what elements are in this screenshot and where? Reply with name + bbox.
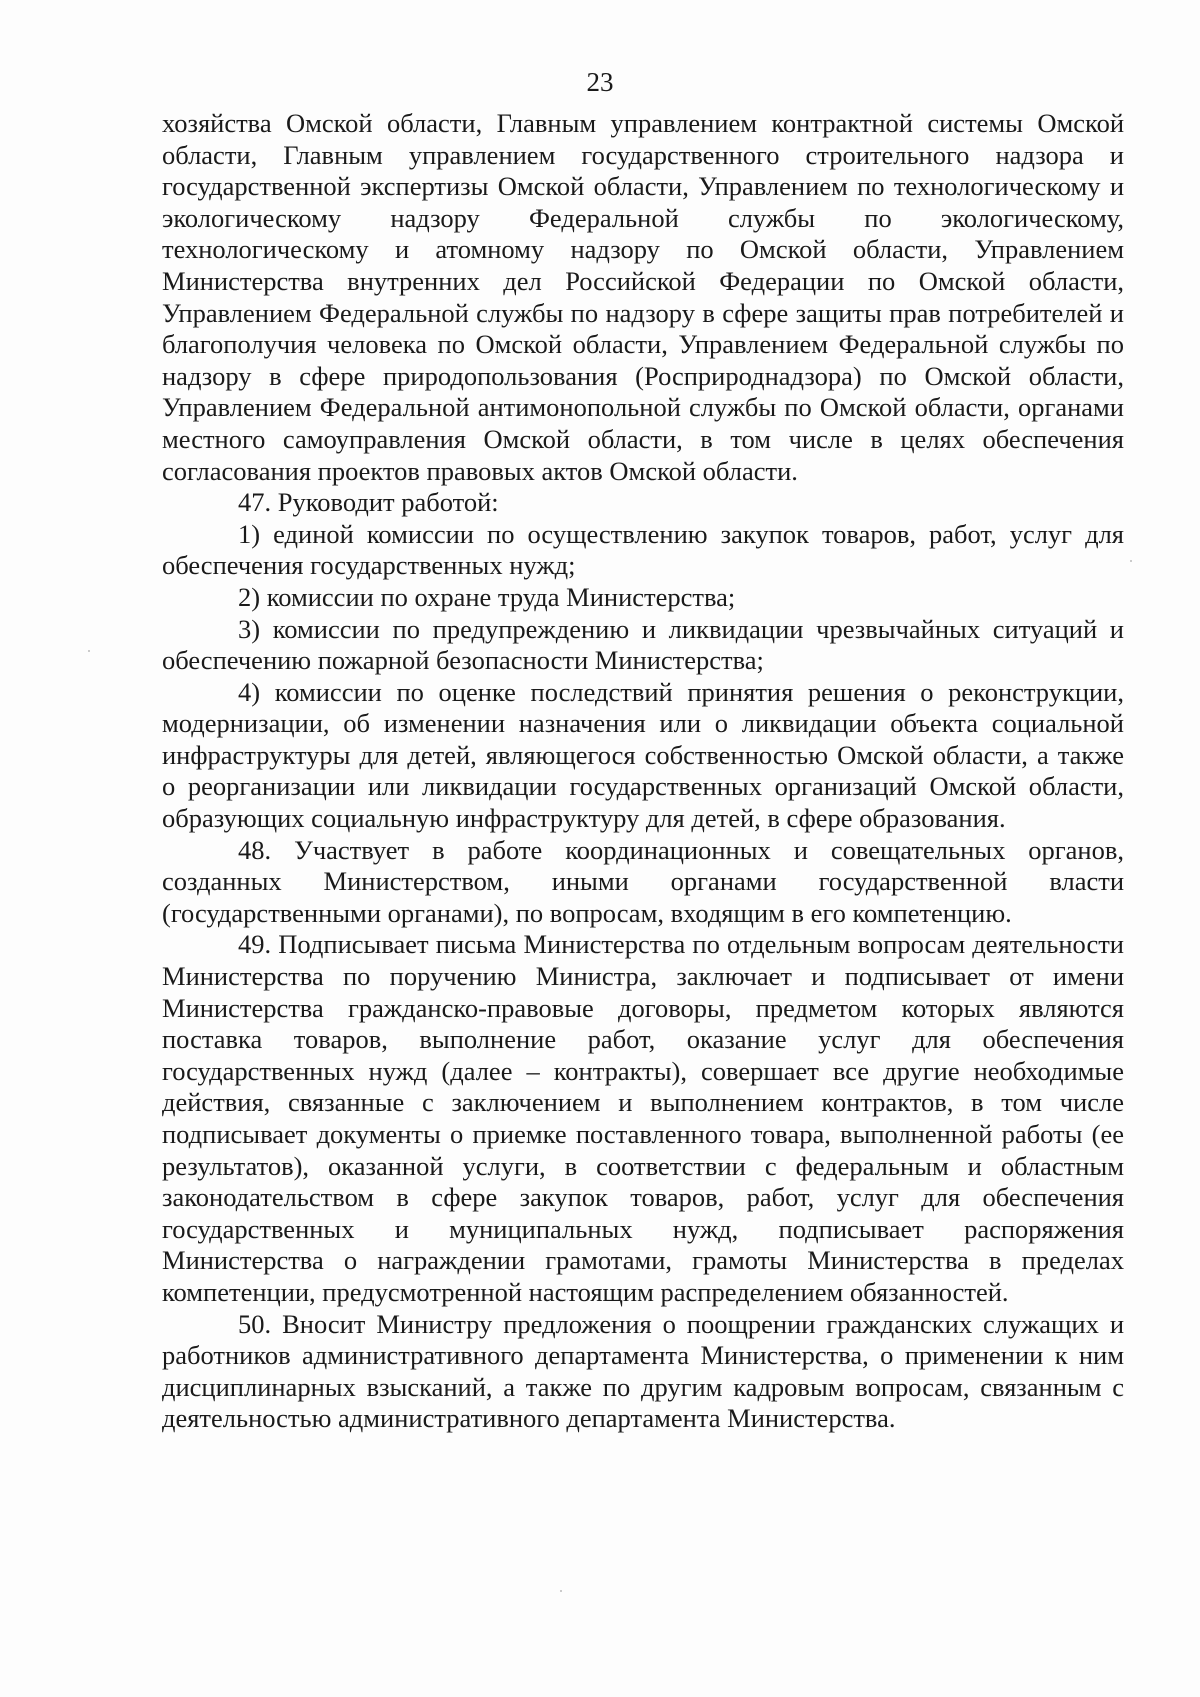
paragraph-subitem-1: 1) единой комиссии по осуществлению закупок товаров, работ, услуг для обеспечения государственных нужд; bbox=[162, 518, 1124, 581]
document-body bbox=[162, 108, 1124, 1435]
page-number: 23 bbox=[586, 67, 614, 97]
scan-speck bbox=[88, 650, 90, 652]
scan-speck bbox=[1130, 560, 1132, 562]
paragraph-subitem-3: 3) комиссии по предупреждению и ликвидации чрезвычайных ситуаций и обеспечению пожарной безопасности Министерства; bbox=[162, 613, 1124, 676]
scan-speck bbox=[560, 1590, 562, 1592]
paragraph-subitem-2: 2) комиссии по охране труда Министерства; bbox=[238, 581, 736, 612]
paragraph-item-50: 50. Вносит Министру предложения о поощрении гражданских служащих и работников административного департамента Министерства, о применении к ним дисциплинарных взысканий, а также по другим кадровым вопросам, связанным с деятельностью административного департамента Министерства. bbox=[162, 1308, 1124, 1434]
paragraph-item-49: 49. Подписывает письма Министерства по отдельным вопросам деятельности Министерства по поручению Министра, заключает и подписывает от имени Министерства гражданско-правовые договоры, предметом которых являются поставка товаров, выполнение работ, оказание услуг для обеспечения государственных нужд (далее – контракты), совершает все другие необходимые действия, связанные с заключением и выполнением контрактов, в том числе подписывает документы о приемке поставленного товара, выполненной работы (ее результатов), оказанной услуги, в соответствии с федеральным и областным законодательством в сфере закупок товаров, работ, услуг для обеспечения государственных и муниципальных нужд, подписывает распоряжения Министерства о награждении грамотами, грамоты Министерства в пределах компетенции, предусмотренной настоящим распределением обязанностей. bbox=[162, 929, 1124, 1307]
paragraph-continuation: хозяйства Омской области, Главным управлением контрактной системы Омской области, Главным управлением государственного строительного надзора и государственной экспертизы Омской области, Управлением по технологическому и экологическому надзору Федеральной службы по экологическому, технологическому и атомному надзору по Омской области, Управлением Министерства внутренних дел Российской Федерации по Омской области, Управлением Федеральной службы по надзору в сфере защиты прав потребителей и благополучия человека по Омской области, Управлением Федеральной службы по надзору в сфере природопользования (Росприроднадзора) по Омской области, Управлением Федеральной антимонопольной службы по Омской области, органами местного самоуправления Омской области, в том числе в целях обеспечения согласования проектов правовых актов Омской области. bbox=[162, 108, 1124, 486]
paragraph-subitem-4: 4) комиссии по оценке последствий принятия решения о реконструкции, модернизации, об изменении назначения или о ликвидации объекта социальной инфраструктуры для детей, являющегося собственностью Омской области, а также о реорганизации или ликвидации государственных организаций Омской области, образующих социальную инфраструктуру для детей, в сфере образования. bbox=[162, 676, 1124, 834]
paragraph-item-47: 47. Руководит работой: bbox=[238, 487, 499, 518]
paragraph-item-48: 48. Участвует в работе координационных и совещательных органов, созданных Министерством, иными органами государственной власти (государственными органами), по вопросам, входящим в его компетенцию. bbox=[162, 834, 1124, 928]
